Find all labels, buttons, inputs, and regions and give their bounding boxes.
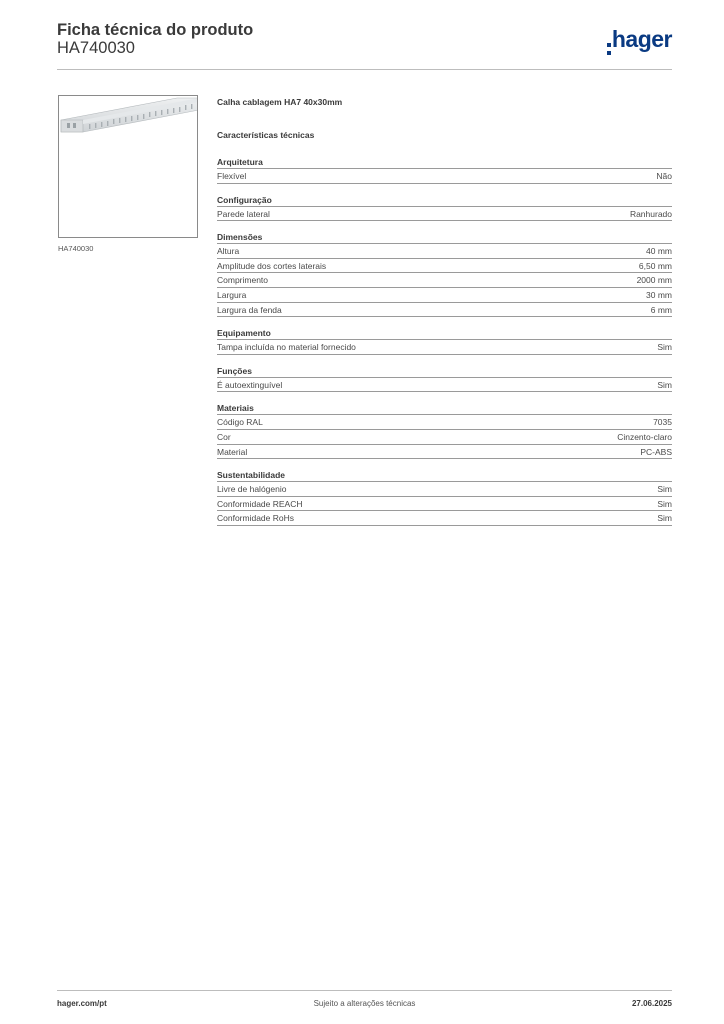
section-rows bbox=[217, 340, 672, 355]
spec-row bbox=[217, 207, 672, 222]
section-title: Sustentabilidade bbox=[217, 468, 672, 482]
spec-value: 6,50 mm bbox=[638, 260, 672, 271]
section-rows bbox=[217, 415, 672, 459]
logo-colon-icon bbox=[607, 41, 611, 57]
spec-label: Parede lateral bbox=[217, 208, 270, 219]
spec-label: Comprimento bbox=[217, 275, 269, 286]
spec-label: Amplitude dos cortes laterais bbox=[217, 260, 327, 271]
technical-characteristics-title: Características técnicas bbox=[217, 130, 315, 140]
spec-label: Conformidade RoHs bbox=[217, 513, 295, 524]
cable-trunking-image bbox=[59, 96, 198, 238]
section-rows bbox=[217, 169, 672, 184]
section-rows bbox=[217, 482, 672, 526]
spec-row bbox=[217, 378, 672, 393]
spec-label: Largura bbox=[217, 289, 247, 300]
spec-value: PC-ABS bbox=[640, 446, 672, 457]
spec-value: 30 mm bbox=[646, 289, 672, 300]
spec-row bbox=[217, 511, 672, 526]
image-caption: HA740030 bbox=[58, 244, 94, 253]
spec-label: Flexível bbox=[217, 171, 247, 181]
spec-row bbox=[217, 430, 672, 445]
spec-row bbox=[217, 169, 672, 184]
spec-value: Sim bbox=[657, 342, 672, 353]
spec-sections bbox=[217, 155, 672, 526]
spec-row bbox=[217, 415, 672, 430]
footer-date: 27.06.2025 bbox=[631, 999, 672, 1008]
spec-value: Ranhurado bbox=[629, 208, 672, 219]
hager-logo bbox=[607, 26, 672, 57]
spec-label: Código RAL bbox=[217, 417, 263, 428]
section-rows bbox=[217, 207, 672, 222]
section-title: Materiais bbox=[217, 401, 672, 415]
spec-label: Largura da fenda bbox=[217, 304, 282, 315]
section-title: Equipamento bbox=[217, 326, 672, 340]
page-footer bbox=[57, 990, 672, 1013]
spec-value: Sim bbox=[657, 484, 672, 495]
spec-row bbox=[217, 497, 672, 512]
spec-value: Sim bbox=[657, 379, 672, 390]
spec-row bbox=[217, 259, 672, 274]
footer-disclaimer: Sujeito a alterações técnicas bbox=[313, 999, 416, 1008]
section-rows bbox=[217, 244, 672, 317]
spec-value: Não bbox=[656, 171, 672, 181]
spec-row bbox=[217, 288, 672, 303]
footer-website: hager.com/pt bbox=[57, 999, 107, 1008]
product-image bbox=[58, 95, 198, 238]
section-title: Arquitetura bbox=[217, 155, 672, 169]
section-title: Funções bbox=[217, 364, 672, 378]
spec-row bbox=[217, 445, 672, 460]
document-title: Ficha técnica do produto bbox=[57, 21, 254, 39]
spec-value: 40 mm bbox=[646, 246, 672, 257]
spec-value: 6 mm bbox=[650, 304, 672, 315]
spec-label: Cor bbox=[217, 431, 231, 442]
spec-content bbox=[217, 96, 672, 535]
spec-label: Conformidade REACH bbox=[217, 498, 303, 509]
spec-value: 7035 bbox=[653, 417, 672, 428]
spec-label: Livre de halógenio bbox=[217, 484, 287, 495]
spec-label: Altura bbox=[217, 246, 240, 257]
spec-label: Tampa incluída no material fornecido bbox=[217, 342, 356, 353]
spec-row bbox=[217, 244, 672, 259]
spec-row bbox=[217, 340, 672, 355]
product-code: HA740030 bbox=[57, 39, 135, 57]
spec-value: 2000 mm bbox=[636, 275, 672, 286]
section-rows bbox=[217, 378, 672, 393]
spec-value: Sim bbox=[657, 513, 672, 524]
section-title: Configuração bbox=[217, 193, 672, 207]
logo-text: hager bbox=[611, 26, 672, 52]
spec-row bbox=[217, 482, 672, 497]
page-header bbox=[57, 21, 672, 70]
spec-row bbox=[217, 303, 672, 318]
section-title: Dimensões bbox=[217, 230, 672, 244]
spec-row bbox=[217, 273, 672, 288]
spec-value: Cinzento-claro bbox=[617, 431, 672, 442]
spec-value: Sim bbox=[657, 498, 672, 509]
spec-label: Material bbox=[217, 446, 248, 457]
product-name: Calha cablagem HA7 40x30mm bbox=[217, 97, 343, 107]
spec-label: É autoextinguível bbox=[217, 379, 283, 390]
